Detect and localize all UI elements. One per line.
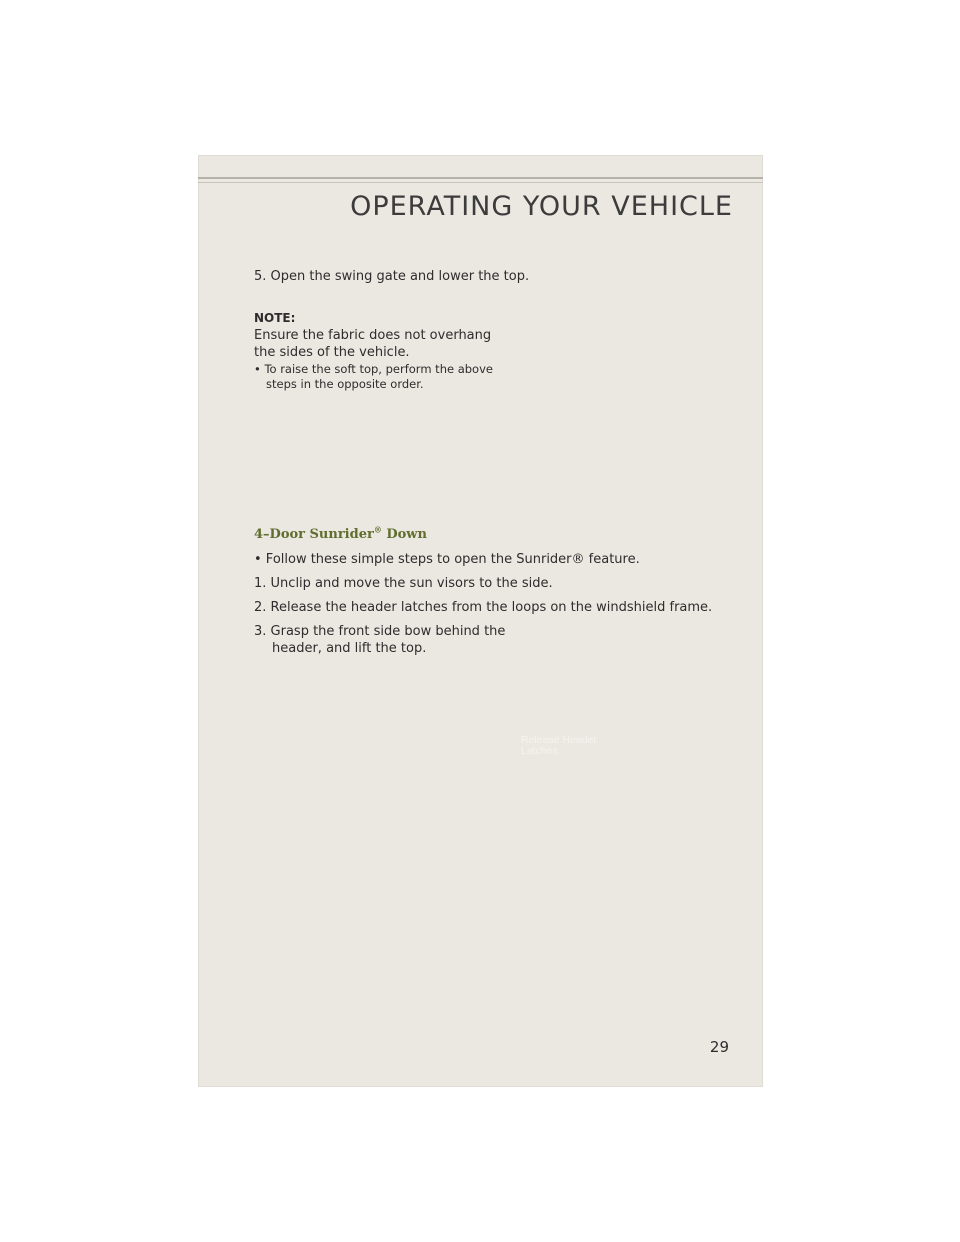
note-label: NOTE: bbox=[254, 311, 296, 325]
figure-callout bbox=[521, 735, 621, 757]
note-body: Ensure the fabric does not overhang the sides of the vehicle. bbox=[254, 328, 492, 360]
step-5: 5. Open the swing gate and lower the top. bbox=[254, 269, 530, 284]
raise-top-bullet bbox=[254, 362, 514, 392]
sunrider-bullet: • Follow these simple steps to open the Sunrider® feature. bbox=[254, 552, 640, 567]
figure-callout-line-1: Release Header bbox=[521, 734, 597, 746]
sunrider-step-3 bbox=[254, 623, 724, 657]
bullet-line-2: steps in the opposite order. bbox=[266, 377, 424, 391]
header-rule bbox=[198, 177, 763, 179]
sunrider-step-2: 2. Release the header latches from the loops on the windshield frame. bbox=[254, 600, 713, 615]
header-rule-thin bbox=[198, 182, 763, 183]
step-3-line-2: header, and lift the top. bbox=[272, 641, 427, 656]
manual-page bbox=[198, 155, 763, 1087]
sunrider-step-1: 1. Unclip and move the sun visors to the side. bbox=[254, 576, 553, 591]
section-title: OPERATING YOUR VEHICLE bbox=[350, 191, 733, 222]
registered-mark: ® bbox=[373, 524, 382, 535]
sunrider-heading-text: 4–Door Sunrider bbox=[254, 527, 374, 542]
sunrider-heading bbox=[254, 526, 427, 543]
bullet-line-1: • To raise the soft top, perform the above bbox=[254, 362, 493, 376]
figure-callout-line-2: Latches bbox=[521, 745, 558, 757]
sunrider-heading-suffix: Down bbox=[381, 527, 427, 542]
page-number: 29 bbox=[709, 1038, 729, 1056]
step-3-line-1: 3. Grasp the front side bow behind the bbox=[254, 624, 506, 639]
note-text bbox=[254, 327, 514, 361]
sunrider-steps bbox=[254, 551, 724, 657]
